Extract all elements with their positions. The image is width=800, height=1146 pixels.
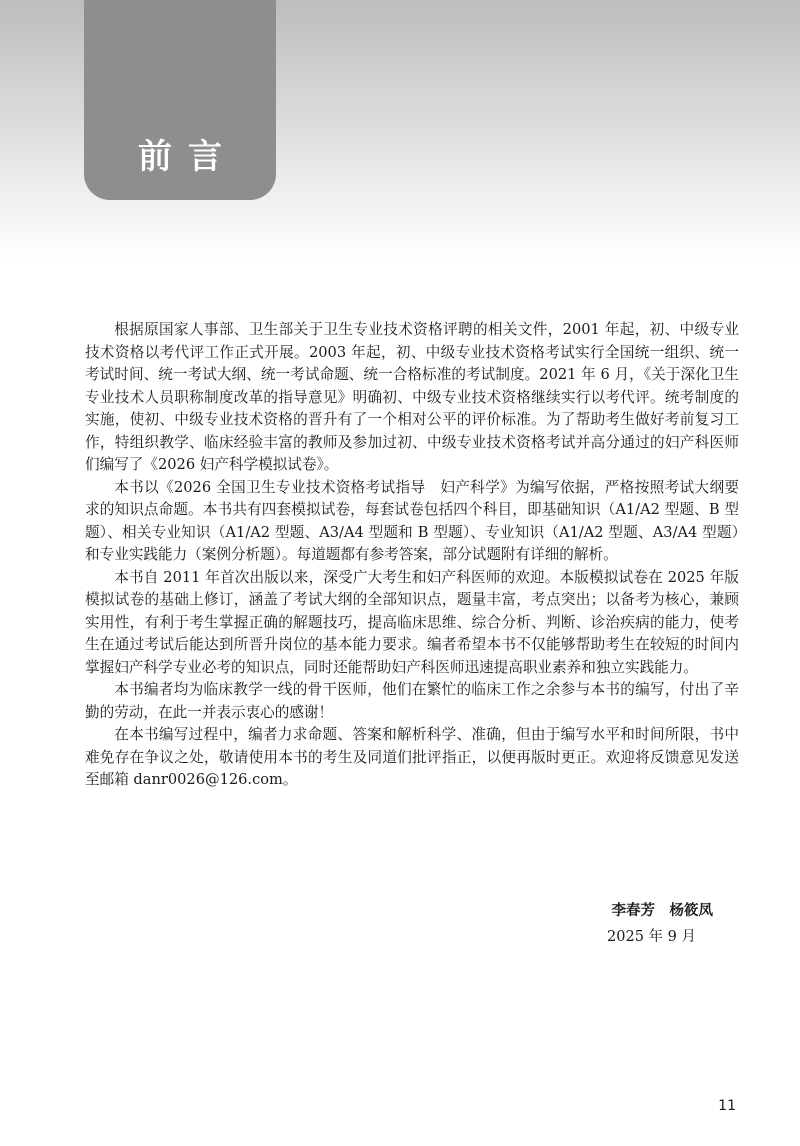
preface-body [85, 319, 739, 792]
signature-date: 2025 年 9 月 [607, 929, 696, 945]
page-title: 前言 [138, 137, 238, 177]
paragraph-4: 本书编者均为临床教学一线的骨干医师，他们在繁忙的临床工作之余参与本书的编写，付出了辛勤的劳动，在此一并表示衷心的感谢！ [85, 681, 739, 721]
author-names: 李春芳 杨筱凤 [611, 903, 713, 919]
paragraph-3: 本书自 2011 年首次出版以来，深受广大考生和妇产科医师的欢迎。本版模拟试卷在 2025 年版模拟试卷的基础上修订，涵盖了考试大纲的全部知识点，题量丰富，考点突出；以备考为核心，兼顾实用性，有利于考生掌握正确的解题技巧，提高临床思维、综合分析、判断、诊治疾病的能力，使考生在通过考试后能达到所晋升岗位的基本能力要求。编者希望本书不仅能够帮助考生在较短的时间内掌握妇产科学专业必考的知识点，同时还能帮助妇产科医师迅速提高职业素养和独立实践能力。 [85, 568, 739, 676]
page-number: 11 [718, 1098, 736, 1114]
paragraph-5: 在本书编写过程中，编者力求命题、答案和解析科学、准确，但由于编写水平和时间所限，书中难免存在争议之处，敬请使用本书的考生及同道们批评指正，以便再版时更正。欢迎将反馈意见发送至邮箱 danr0026@126.com。 [85, 726, 739, 788]
paragraph-1: 根据原国家人事部、卫生部关于卫生专业技术资格评聘的相关文件，2001 年起，初、中级专业技术资格以考代评工作正式开展。2003 年起，初、中级专业技术资格考试实行全国统一组织、统一考试时间、统一考试大纲、统一考试命题、统一合格标准的考试制度。2021 年 6 月，《关于深化卫生专业技术人员职称制度改革的指导意见》明确初、中级专业技术资格继续实行以考代评。统考制度的实施，使初、中级专业技术资格的晋升有了一个相对公平的评价标准。为了帮助考生做好考前复习工作，特组织教学、临床经验丰富的教师及参加过初、中级专业技术资格考试并高分通过的妇产科医师们编写了《2026 妇产科学模拟试卷》。 [85, 321, 739, 473]
chapter-title-tab [84, 0, 276, 200]
paragraph-2: 本书以《2026 全国卫生专业技术资格考试指导 妇产科学》为编写依据，严格按照考试大纲要求的知识点命题。本书共有四套模拟试卷，每套试卷包括四个科目，即基础知识（A1/A2 型题、B 型题）、相关专业知识（A1/A2 型题、A3/A4 型题和 B 型题）、专业知识（A1/A2 型题、A3/A4 型题）和专业实践能力（案例分析题）。每道题都有参考答案，部分试题附有详细的解析。 [85, 478, 739, 563]
